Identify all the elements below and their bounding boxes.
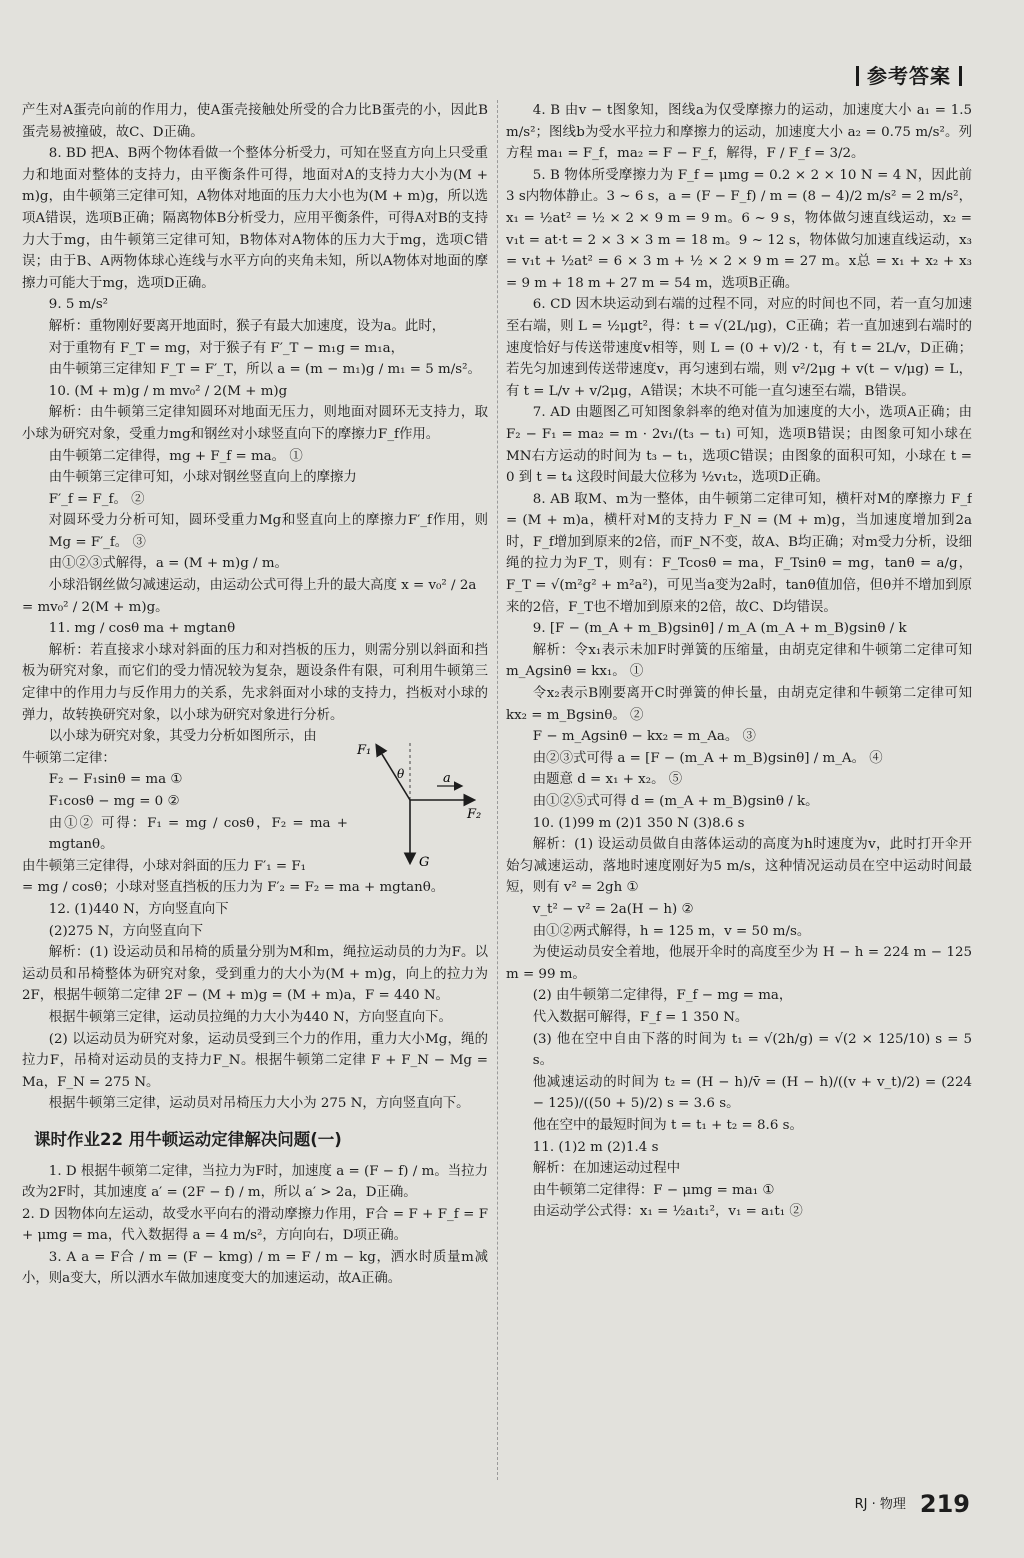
paragraph: 他减速运动的时间为 t₂ = (H − h)/v̄ = (H − h)/((v + v_t)/2) = (224 − 125)/((50 + 5)/2) s = 3.6 s。 — [532, 1074, 972, 1112]
paragraph: 由牛顿第三定律可知，小球对钢丝竖直向上的摩擦力 — [48, 470, 357, 486]
paragraph: 由牛顿第三定律得，小球对斜面的压力 F′₁ = F₁ — [22, 858, 306, 874]
paragraph: 根据牛顿第三定律，运动员对吊椅压力大小为 275 N，方向竖直向下。 — [48, 1096, 470, 1112]
equation: F′_f = F_f。 ② — [48, 491, 145, 507]
equation: F₂ − F₁sinθ = ma ① — [48, 772, 183, 788]
label-theta: θ — [397, 767, 405, 781]
answer-1: 1. D 根据牛顿第二定律，当拉力为F时，加速度 a = (F − f) / m。当拉力改为2F时，其加速度 a′ = (2F − f) / m，所以 a′ > 2a，D正确。 — [22, 1163, 488, 1201]
answer-key-header: 参考答案 — [848, 60, 970, 89]
equation: 由题意 d = x₁ + x₂。 ⑤ — [532, 772, 683, 788]
force-diagram — [355, 740, 485, 870]
paragraph: 为使运动员安全着地，他展开伞时的高度至少为 H − h = 224 m − 125 m = 99 m。 — [506, 945, 972, 982]
equation: 由①②③式解得，a = (M + m)g / m。 — [48, 556, 288, 572]
paragraph: 根据牛顿第三定律，运动员拉绳的力大小为440 N，方向竖直向下。 — [48, 1009, 452, 1025]
label-f2: F₂ — [467, 807, 482, 822]
answer-12: 12. (1)440 N，方向竖直向下 — [48, 901, 229, 917]
paragraph: = mg / cosθ；小球对竖直挡板的压力为 F′₂ = F₂ = ma + mgtanθ。 — [22, 880, 445, 896]
equation: 由①② 可得：F₁ = mg / cosθ，F₂ = ma + mgtanθ。 — [48, 815, 348, 853]
paragraph: (2) 以运动员为研究对象，运动员受到三个力的作用，重力大小Mg，绳的拉力F，吊椅对运动员的支持力F_N。根据牛顿第二定律 F + F_N − Mg = Ma，F_N = 275 N。 — [22, 1031, 488, 1090]
answer-6: 6. CD 因木块运动到右端的过程不同，对应的时间也不同，若一直匀加速至右端，则 L = ½μgt²，得：t = √(2L/μg)，C正确；若一直加速到右端时的速度恰好与传送带速度v相等，则 L = (0 + v)/2 · t，有 t = 2L/v，D正确；若先匀加速到传送带速度v，再匀速到右端，则 v²/2μg + v(t − v/μg) = L，有 t = L/v + v/2μg，A错误；木块不可能一直匀速至右端，B错误。 — [506, 297, 972, 399]
force-f1-arrow — [377, 746, 410, 800]
paragraph: (2)275 N，方向竖直向下 — [48, 923, 204, 939]
section-title: 课时作业22 用牛顿运动定律解决问题(一) — [34, 1129, 342, 1149]
answer-8-right: 8. AB 取M、m为一整体，由牛顿第二定律可知，横杆对M的摩擦力 F_f = (M + m)a，横杆对M的支持力 F_N = (M + m)g，当加速度增加到2a时，F_f增加到原来的2倍，而F_N不变，故A、B均正确；对m受力分析，设细绳的拉力为F_T，则有：F_Tcosθ = ma，F_Tsinθ = mg，tanθ = a/g，F_T = √(m²g² + m²a²)，可见当a变为2a时，tanθ值加倍，但θ并不增加到原来的2倍，F_T也不增加到原来的2倍，故C、D均错误。 — [506, 491, 972, 615]
answer-9-right: 9. [F − (m_A + m_B)gsinθ] / m_A (m_A + m_B)gsinθ / k — [532, 621, 907, 637]
label-a: a — [443, 771, 451, 786]
paragraph: 解析：令x₁表示未加F时弹簧的压缩量，由胡克定律和牛顿第二定律可知 m_Agsinθ = kx₁。 ① — [506, 642, 972, 680]
paragraph: 小球沿钢丝做匀减速运动，由运动公式可得上升的最大高度 x = v₀² / 2a — [48, 578, 477, 594]
equation: 由②③式可得 a = [F − (m_A + m_B)gsinθ] / m_A。 ④ — [532, 750, 883, 766]
paragraph: 解析：在加速运动过程中 — [532, 1161, 681, 1177]
paragraph: 解析：重物刚好要离开地面时，猴子有最大加速度，设为a。此时， — [48, 318, 446, 334]
label-g: G — [419, 855, 430, 870]
answer-7: 7. AD 由题图乙可知图象斜率的绝对值为加速度的大小，选项A正确；由 F₂ − F₁ = ma₂ = m · 2v₁/(t₃ − t₁) 可知，选项B错误；由图象可知小球在MN右方运动的时间为 t₃ − t₁，选项C错误；由图象的面积可知，小球在 t = 0 到 t = t₄ 这段时间最大位移为 ½v₁t₂，选项D正确。 — [506, 405, 972, 486]
paragraph: 解析：(1) 设运动员做自由落体运动的高度为h时速度为v，此时打开伞开始匀减速运动，落地时速度刚好为5 m/s，这种情况运动员在空中运动时间最短，则有 v² = 2gh ① — [506, 837, 972, 896]
column-divider — [497, 100, 498, 1480]
equation: 由牛顿第二定律得，mg + F_f = ma。 ① — [48, 448, 303, 464]
series-label: RJ · 物理 — [854, 1497, 906, 1512]
paragraph: 代入数据可解得，F_f = 1 350 N。 — [532, 1009, 749, 1025]
page-footer — [855, 1490, 970, 1518]
paragraph: 对于重物有 F_T = mg，对于猴子有 F′_T − m₁g = m₁a， — [48, 340, 405, 356]
answer-4: 4. B 由v − t图象知，图线a为仅受摩擦力的运动，加速度大小 a₁ = 1.5 m/s²；图线b为受水平拉力和摩擦力的运动，加速度大小 a₂ = 0.75 m/s²。列方程 ma₁ = F_f，ma₂ = F − F_f，解得，F / F_f = 3/2。 — [506, 103, 972, 162]
equation: F − m_Agsinθ − kx₂ = m_Aa。 ③ — [532, 729, 756, 745]
answer-5: 5. B 物体所受摩擦力为 F_f = μmg = 0.2 × 2 × 10 N = 4 N，因此前3 s内物体静止。3 ~ 6 s，a = (F − F_f) / m = (8 − 4)/2 m/s² = 2 m/s²，x₁ = ½at² = ½ × 2 × 9 m = 9 m。6 ~ 9 s，物体做匀速直线运动，x₂ = v₁t = at·t = 2 × 3 × 3 m = 18 m。9 ~ 12 s，物体做匀加速直线运动，x₃ = v₁t + ½at² = 6 × 3 m + ½ × 2 × 9 m = 27 m。x总 = x₁ + x₂ + x₃ = 9 m + 18 m + 27 m = 54 m，选项B正确。 — [506, 167, 972, 291]
paragraph: 以小球为研究对象，其受力分析如图所示，由 — [48, 729, 317, 745]
paragraph: 他在空中的最短时间为 t = t₁ + t₂ = 8.6 s。 — [532, 1117, 803, 1133]
right-column — [506, 100, 972, 1478]
equation: = mv₀² / 2(M + m)g。 — [22, 599, 169, 615]
answer-10-right: 10. (1)99 m (2)1 350 N (3)8.6 s — [532, 815, 745, 831]
paragraph: 产生对A蛋壳向前的作用力，使A蛋壳接触处所受的合力比B蛋壳的小，因此B蛋壳易被撞破，故C、D正确。 — [22, 103, 488, 140]
answer-10: 10. (M + m)g / m mv₀² / 2(M + m)g — [48, 383, 288, 399]
answer-8: 8. BD 把A、B两个物体看做一个整体分析受力，可知在竖直方向上只受重力和地面对整体的支持力，由平衡条件可得，地面对A的支持力大小为(M + m)g，由牛顿第三定律可知，A物体对地面的压力大小也为(M + m)g，所以选项A错误，选项B正确；隔离物体B分析受力，应用平衡条件，可得A对B的支持力大于mg，由牛顿第三定律可知，B物体对A物体的压力大于mg，选项C错误；由于B、A两物体球心连线与水平方向的夹角未知，所以A物体对地面的摩擦力可能大于mg，选项D正确。 — [22, 146, 488, 291]
equation: 由①②⑤式可得 d = (m_A + m_B)gsinθ / k。 — [532, 794, 819, 809]
page-number: 219 — [919, 1490, 970, 1518]
paragraph: 解析：若直接求小球对斜面的压力和对挡板的压力，则需分别以斜面和挡板为研究对象，而它们的受力情况较为复杂，题设条件有限，可利用牛顿第三定律中的作用力与反作用力的关系，先求斜面对小球的支持力，挡板对小球的弹力，故转换研究对象，以小球为研究对象进行分析。 — [22, 642, 488, 723]
paragraph: 牛顿第二定律： — [22, 750, 116, 766]
paragraph: 由①②两式解得，h = 125 m，v = 50 m/s。 — [532, 923, 811, 939]
label-f1: F₁ — [357, 743, 372, 758]
paragraph: 解析：(1) 设运动员和吊椅的质量分别为M和m，绳拉运动员的力为F。以运动员和吊椅整体为研究对象，受到重力的大小为(M + m)g，向上的拉力为2F，根据牛顿第二定律 2F − (M + m)g = (M + m)a，F = 440 N。 — [22, 945, 488, 1004]
paragraph: 解析：由牛顿第三定律知圆环对地面无压力，则地面对圆环无支持力，取小球为研究对象，受重力mg和钢丝对小球竖直向下的摩擦力F_f作用。 — [22, 405, 488, 442]
answer-9: 9. 5 m/s² — [48, 297, 109, 313]
paragraph: (2) 由牛顿第二定律得，F_f − mg = ma， — [532, 988, 793, 1004]
answer-11-right: 11. (1)2 m (2)1.4 s — [532, 1139, 659, 1155]
answer-11: 11. mg / cosθ ma + mgtanθ — [48, 621, 236, 637]
paragraph: 令x₂表示B刚要离开C时弹簧的伸长量，由胡克定律和牛顿第二定律可知 kx₂ = m_Bgsinθ。 ② — [506, 686, 972, 723]
equation: F₁cosθ − mg = 0 ② — [48, 794, 180, 809]
equation: 由运动学公式得：x₁ = ½a₁t₁²，v₁ = a₁t₁ ② — [532, 1204, 803, 1220]
paragraph: 由牛顿第三定律知 F_T = F′_T，所以 a = (m − m₁)g / m₁ = 5 m/s²。 — [48, 362, 481, 378]
equation: 由牛顿第二定律得：F − μmg = ma₁ ① — [532, 1182, 775, 1198]
answer-3: 3. A a = F合 / m = (F − kmg) / m = F / m − kg，洒水时质量m减小，则a变大，所以洒水车做加速度变大的加速运动，故A正确。 — [22, 1249, 488, 1287]
equation: v_t² − v² = 2a(H − h) ② — [532, 901, 694, 917]
paragraph: (3) 他在空中自由下落的时间为 t₁ = √(2h/g) = √(2 × 125/10) s = 5 s。 — [532, 1031, 972, 1069]
answer-2: 2. D 因物体向左运动，故受水平向右的滑动摩擦力作用，F合 = F + F_f = F + μmg = ma，代入数据得 a = 4 m/s²，方向向右，D项正确。 — [22, 1206, 488, 1244]
paragraph: 对圆环受力分析可知，圆环受重力Mg和竖直向上的摩擦力F′_f作用，则 Mg = F′_f。 ③ — [48, 513, 488, 550]
